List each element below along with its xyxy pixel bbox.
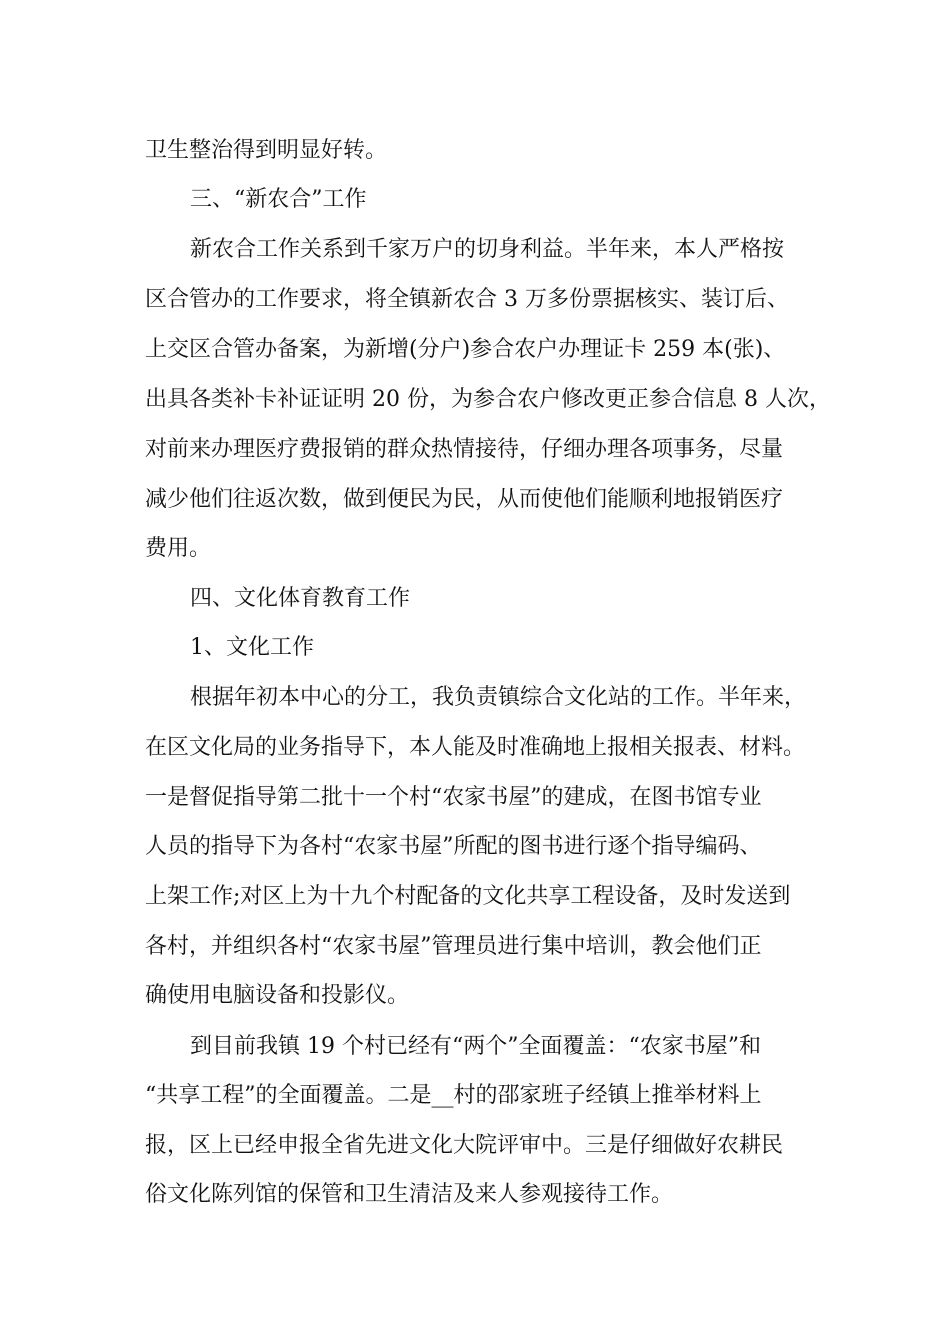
- paragraph-line: 各村，并组织各村“农家书屋”管理员进行集中培训，教会他们正: [145, 934, 762, 959]
- paragraph-line: 费用。: [145, 536, 212, 561]
- paragraph-line: 上架工作;对区上为十九个村配备的文化共享工程设备，及时发送到: [145, 884, 791, 909]
- paragraph-line: 减少他们往返次数，做到便民为民，从而使他们能顺利地报销医疗: [145, 487, 784, 512]
- section-heading: 四、文化体育教育工作: [190, 586, 411, 611]
- paragraph-line: 区合管办的工作要求，将全镇新农合 3 万多份票据核实、装订后、: [145, 287, 789, 312]
- paragraph-line: 到目前我镇 19 个村已经有“两个”全面覆盖：“农家书屋”和: [190, 1034, 761, 1059]
- paragraph-line: 确使用电脑设备和投影仪。: [145, 983, 410, 1008]
- paragraph-line: 在区文化局的业务指导下，本人能及时准确地上报相关报表、材料。: [145, 735, 806, 760]
- paragraph-line: 出具各类补卡补证证明 20 份，为参合农户修改更正参合信息 8 人次，: [145, 387, 831, 412]
- paragraph-line: 报，区上已经申报全省先进文化大院评审中。三是仔细做好农耕民: [145, 1133, 784, 1158]
- paragraph-line: 人员的指导下为各村“农家书屋”所配的图书进行逐个指导编码、: [145, 834, 762, 859]
- subsection-heading: 1、文化工作: [190, 635, 314, 660]
- paragraph-line: 新农合工作关系到千家万户的切身利益。半年来，本人严格按: [190, 237, 785, 262]
- paragraph-line: 一是督促指导第二批十一个村“农家书屋”的建成，在图书馆专业: [145, 785, 762, 810]
- paragraph-line: 对前来办理医疗费报销的群众热情接待，仔细办理各项事务，尽量: [145, 437, 784, 462]
- paragraph-line: 上交区合管办备案，为新增(分户)参合农户办理证卡 259 本(张)、: [145, 337, 786, 362]
- section-heading: 三、“新农合”工作: [190, 187, 367, 212]
- paragraph-line: 俗文化陈列馆的保管和卫生清洁及来人参观接待工作。: [145, 1182, 674, 1207]
- paragraph-line: 卫生整治得到明显好转。: [145, 138, 388, 163]
- paragraph-line: 根据年初本中心的分工，我负责镇综合文化站的工作。半年来，: [190, 685, 807, 710]
- paragraph-line: “共享工程”的全面覆盖。二是__村的邵家班子经镇上推举材料上: [145, 1083, 762, 1108]
